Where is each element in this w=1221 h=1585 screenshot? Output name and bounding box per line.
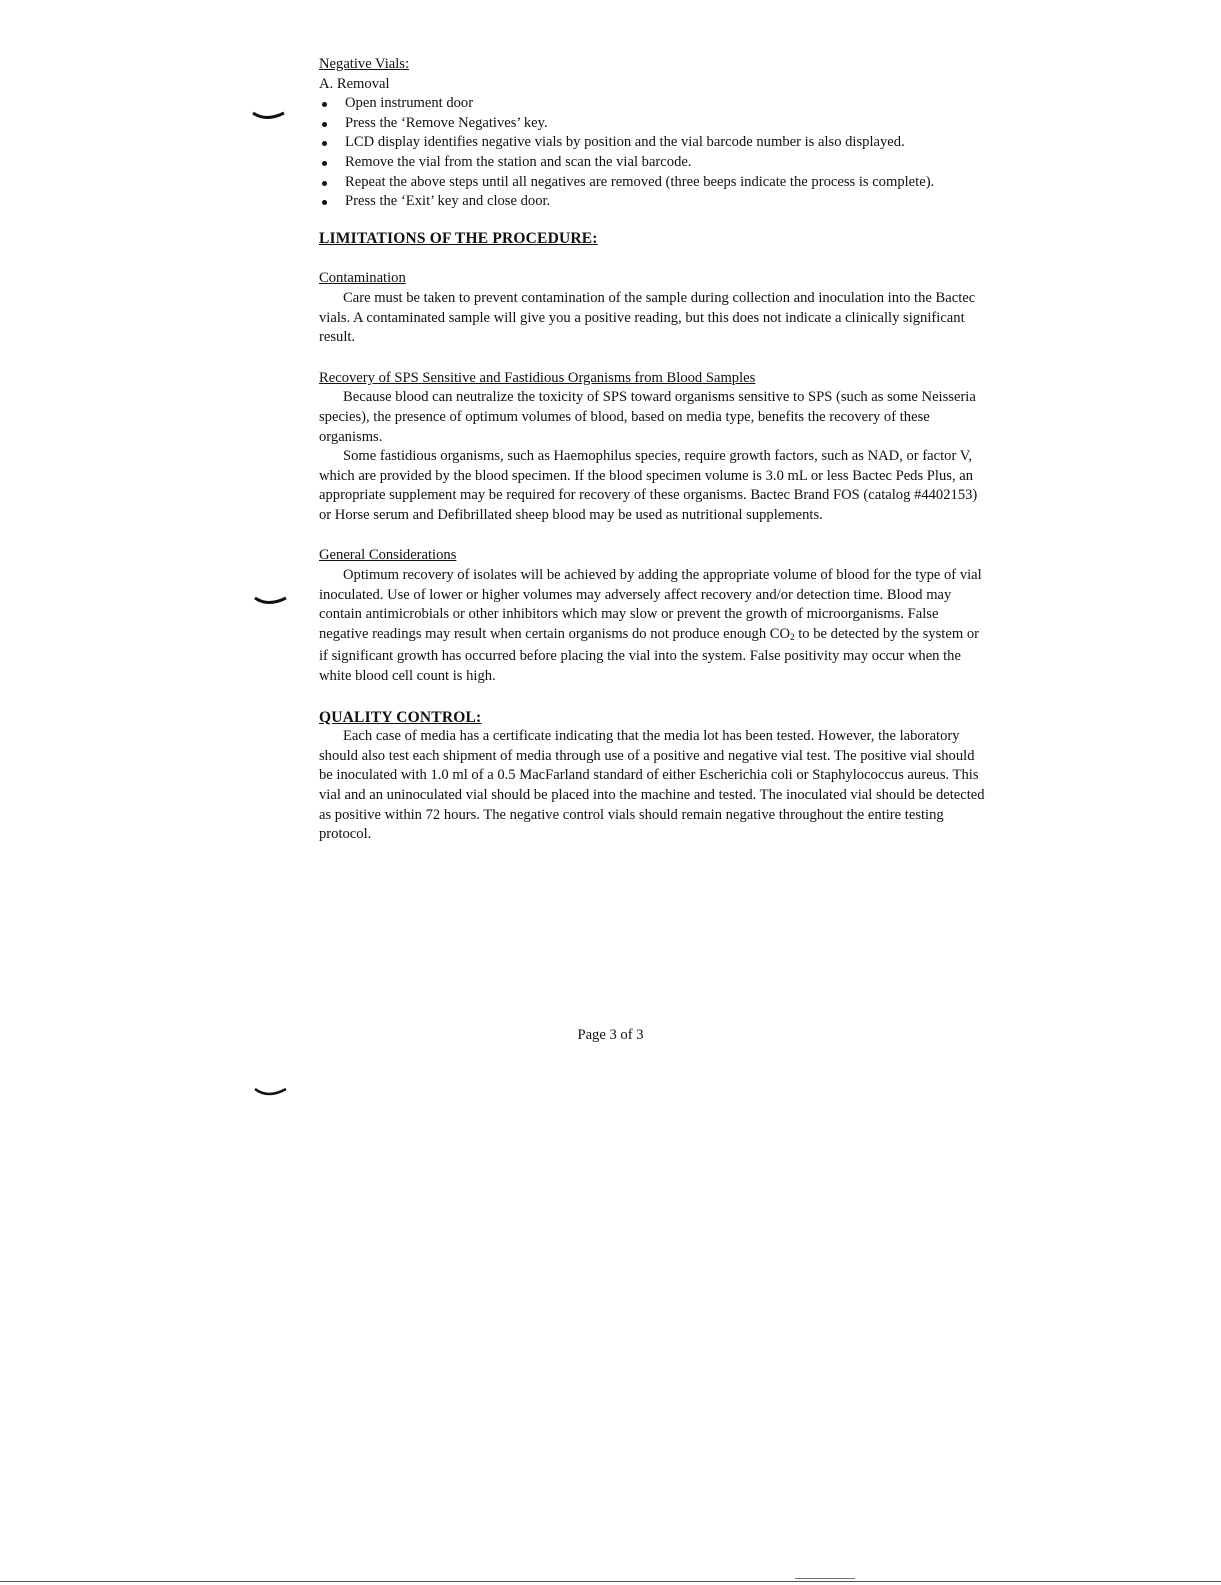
quality-control-paragraph: Each case of media has a certificate indicating that the media lot has been tested. However, the laboratory should also test each shipment of media through use of a positive and negative vial test. The positive vial should be inoculated with 1.0 ml of a 0.5 MacFarland standard of either Escherichia coli or Staphylococcus aureus. This vial and an uninoculated vial should be placed into the machine and tested. The inoculated vial should be detected as positive within 72 hours. The negative control vials should remain negative throughout the entire testing protocol. bbox=[319, 728, 985, 843]
list-item: Remove the vial from the station and scan the vial barcode. bbox=[319, 153, 989, 173]
limitations-heading: LIMITATIONS OF THE PROCEDURE: bbox=[319, 229, 598, 247]
quality-control-heading: QUALITY CONTROL: bbox=[319, 708, 482, 726]
general-considerations-heading: General Considerations bbox=[319, 547, 457, 564]
general-considerations-paragraph bbox=[319, 566, 989, 687]
page-number: Page 3 of 3 bbox=[577, 1027, 644, 1043]
contamination-heading: Contamination bbox=[319, 270, 406, 287]
negative-vials-heading: Negative Vials: bbox=[319, 56, 410, 72]
contamination-paragraph: Care must be taken to prevent contamination of the sample during collection and inoculation into the Bactec vials. A contaminated sample will give you a positive reading, but this does not indicate a clinically significant result. bbox=[319, 289, 976, 346]
recovery-paragraph-1: Because blood can neutralize the toxicity of SPS toward organisms sensitive to SPS (such as some Neisseria species), the presence of optimum volumes of blood, based on media type, benefits the recovery of these organisms. bbox=[319, 389, 976, 445]
scan-edge-line bbox=[795, 1578, 855, 1579]
removal-subheading: A. Removal bbox=[319, 75, 390, 92]
recovery-heading: Recovery of SPS Sensitive and Fastidious Organisms from Blood Samples bbox=[319, 369, 756, 386]
list-item: Press the ‘Exit’ key and close door. bbox=[319, 192, 989, 212]
margin-mark-2 bbox=[254, 595, 288, 607]
general-text-a: Optimum recovery of isolates will be achieved by adding the appropriate volume of blood for the type of vial inoculated. Use of lower or higher volumes may adversely affect recovery and/or detection time. Blood may contain antimicrobials or other inhibitors which may slow or prevent the growth of microorganisms. False negative readings may result when certain organisms do not produce enough CO bbox=[319, 567, 982, 642]
general-text-b: to be detected by the system or if significant growth has occurred before placing the vial into the system. False positivity may occur when the white blood cell count is high. bbox=[319, 625, 979, 685]
document-body bbox=[319, 55, 989, 845]
scan-bottom-edge bbox=[0, 1581, 1221, 1582]
list-item: Press the ‘Remove Negatives’ key. bbox=[319, 114, 989, 134]
co2-subscript: 2 bbox=[790, 631, 795, 642]
margin-mark-1 bbox=[252, 110, 286, 122]
recovery-paragraph-2: Some fastidious organisms, such as Haemophilus species, require growth factors, such as NAD, or factor V, which are provided by the blood specimen. If the blood specimen volume is 3.0 mL or less Bactec Peds Plus, an appropriate supplement may be required for recovery of these organisms. Bactec Brand FOS (catalog #4402153) or Horse serum and Defibrillated sheep blood may be used as nutritional supplements. bbox=[319, 448, 978, 523]
removal-steps-list bbox=[319, 94, 989, 212]
list-item: Open instrument door bbox=[319, 94, 989, 114]
list-item: LCD display identifies negative vials by position and the vial barcode number is also displayed. bbox=[319, 133, 989, 153]
margin-mark-3 bbox=[254, 1087, 288, 1099]
list-item: Repeat the above steps until all negatives are removed (three beeps indicate the process is complete). bbox=[319, 173, 989, 193]
